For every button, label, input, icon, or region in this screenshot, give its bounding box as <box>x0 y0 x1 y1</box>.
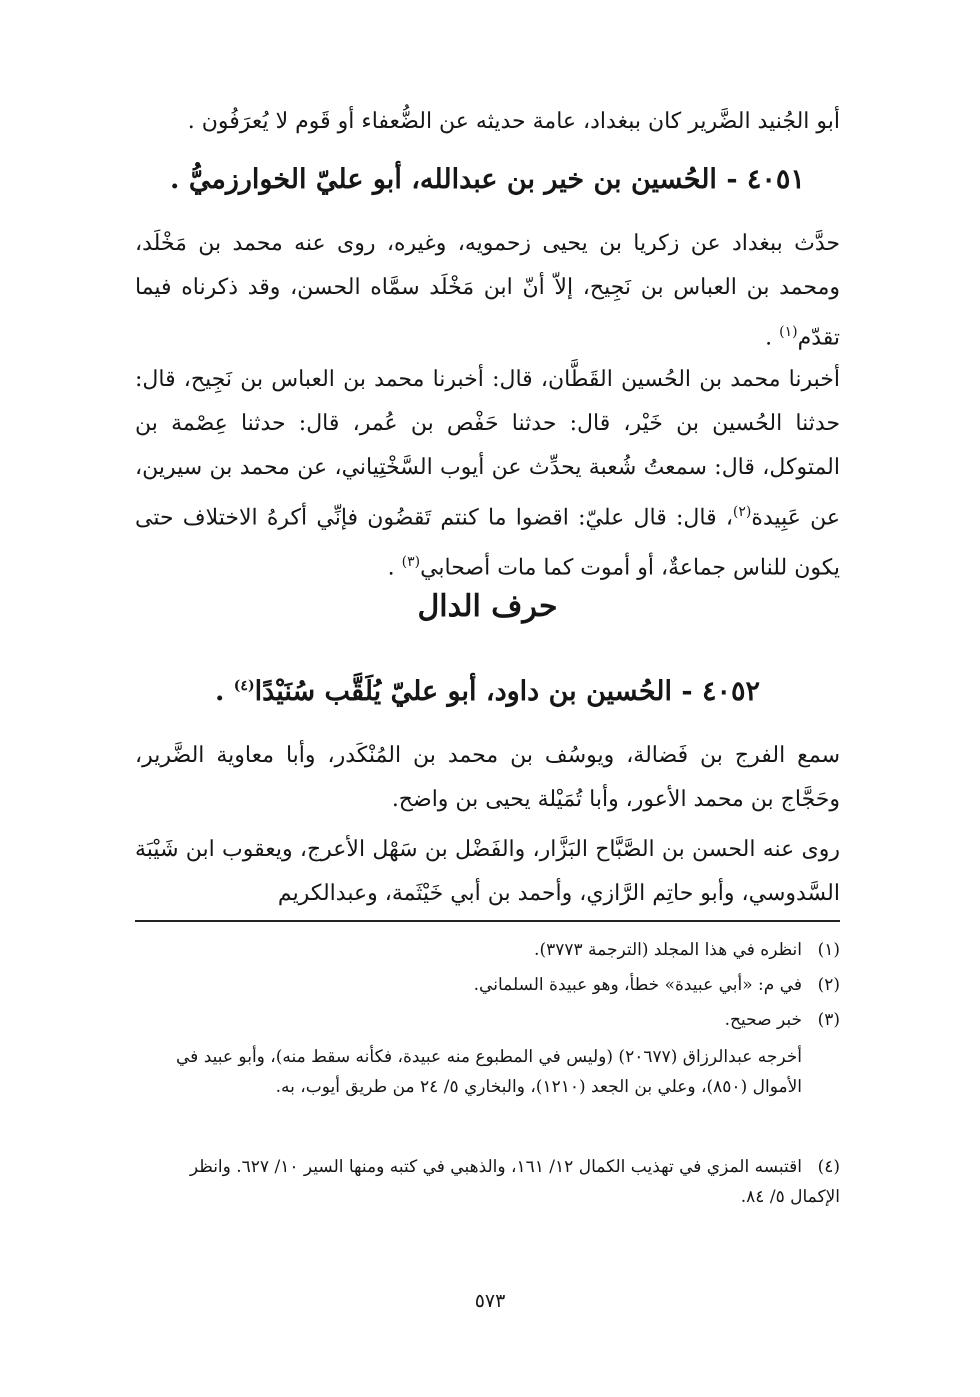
footnote-3-continuation <box>135 1042 840 1102</box>
paragraph-4052-teachers: سمع الفرج بن فَضالة، ويوسُف بن محمد بن المُنْكَدر، وأبا معاوية الضَّرير، وحَجَّاج بن محمد الأعور، وأبا تُمَيْلة يحيى بن واضح. <box>135 743 840 812</box>
footnote-ref-3: (٣) <box>401 554 421 571</box>
footnote-divider <box>135 920 840 922</box>
footnote-2 <box>135 970 840 1000</box>
paragraph-4051-bio <box>135 222 840 360</box>
footnote-number: (٤) <box>817 1157 840 1177</box>
footnote-text: اقتبسه المزي في تهذيب الكمال ١٢/ ١٦١، والذهبي في كتبه ومنها السير ١٠/ ٦٢٧. وانظر الإكمال ٥/ ٨٤. <box>189 1157 840 1207</box>
footnote-ref-1: (١) <box>779 324 798 340</box>
section-heading: حرف الدال <box>417 589 558 624</box>
paragraph-text: أخبرنا محمد بن الحُسين القَطَّان، قال: أخبرنا محمد بن العباس بن نَجِيح، قال: حدثنا الحُسين بن خَيْر، قال: حدثنا حَفْص بن عُمر، قال: حدثنا عِصْمة بن المتوكل، قال: سمعتُ شُعبة يحدِّث عن أيوب السَّخْتِياني، عن محمد بن سيرين، عن عَبِيدة <box>135 367 840 531</box>
footnote-number: (١) <box>817 940 840 960</box>
footnote-text: خبر صحيح. <box>724 1010 802 1030</box>
entry-heading-text: ٤٠٥٢ - الحُسين بن داود، أبو عليّ يُلَقَّب سُنَيْدًا <box>254 676 761 707</box>
footnote-ref-2: (٢) <box>732 504 752 520</box>
entry-heading-4051: ٤٠٥١ - الحُسين بن خير بن عبدالله، أبو عليّ الخوارزميُّ . <box>170 164 805 195</box>
entry-heading-4052 <box>135 664 840 714</box>
footnote-1 <box>135 935 840 965</box>
footnote-number: (٢) <box>817 975 840 995</box>
line-continuation: أبو الجُنيد الضَّرير كان ببغداد، عامة حديثه عن الضُّعفاء أو قَوم لا يُعرَفُون . <box>187 109 840 134</box>
paragraph-end: . <box>765 325 780 351</box>
paragraph-end: . <box>387 555 402 581</box>
footnote-text: أخرجه عبدالرزاق (٢٠٦٧٧) (وليس في المطبوع منه عبيدة، فكأنه سقط منه)، وأبو عبيد في الأموال (٨٥٠)، وعلي بن الجعد (١٢١٠)، والبخاري ٥/ ٢٤ من طريق أيوب، به. <box>176 1047 802 1097</box>
paragraph-4051-hadith <box>135 358 840 591</box>
entry-heading-end: . <box>214 676 234 707</box>
footnote-text: في م: «أبي عبيدة» خطأ، وهو عبيدة السلماني. <box>473 975 802 995</box>
footnote-3 <box>135 1005 840 1035</box>
page-number: ٥٧٣ <box>474 1290 506 1312</box>
footnote-number: (٣) <box>817 1010 840 1030</box>
footnote-ref-4: (٤) <box>233 678 255 694</box>
paragraph-text-continued: ، قال: قال عليّ: اقضوا ما كنتم تَقضُون فإنِّي أكرهُ الاختلاف حتى يكون للناس جماعةٌ، أو أموت كما مات أصحابي <box>135 505 840 581</box>
footnote-text: انظره في هذا المجلد (الترجمة ٣٧٧٣). <box>534 940 802 960</box>
footnote-4 <box>135 1152 840 1212</box>
paragraph-text: حدَّث ببغداد عن زكريا بن يحيى زحمويه، وغيره، روى عنه محمد بن مَخْلَد، ومحمد بن العباس بن نَجِيح، إلاّ أنّ ابن مَخْلَد سمَّاه الحسن، وقد ذكرناه فيما تقدّم <box>135 231 840 351</box>
paragraph-4052-students: روى عنه الحسن بن الصَّبَّاح البَزَّار، والفَضْل بن سَهْل الأعرج، ويعقوب ابن شَيْبَة السَّدوسي، وأبو حاتِم الرَّازي، وأحمد بن أبي خَيْثَمة، وعبدالكريم <box>135 837 840 906</box>
